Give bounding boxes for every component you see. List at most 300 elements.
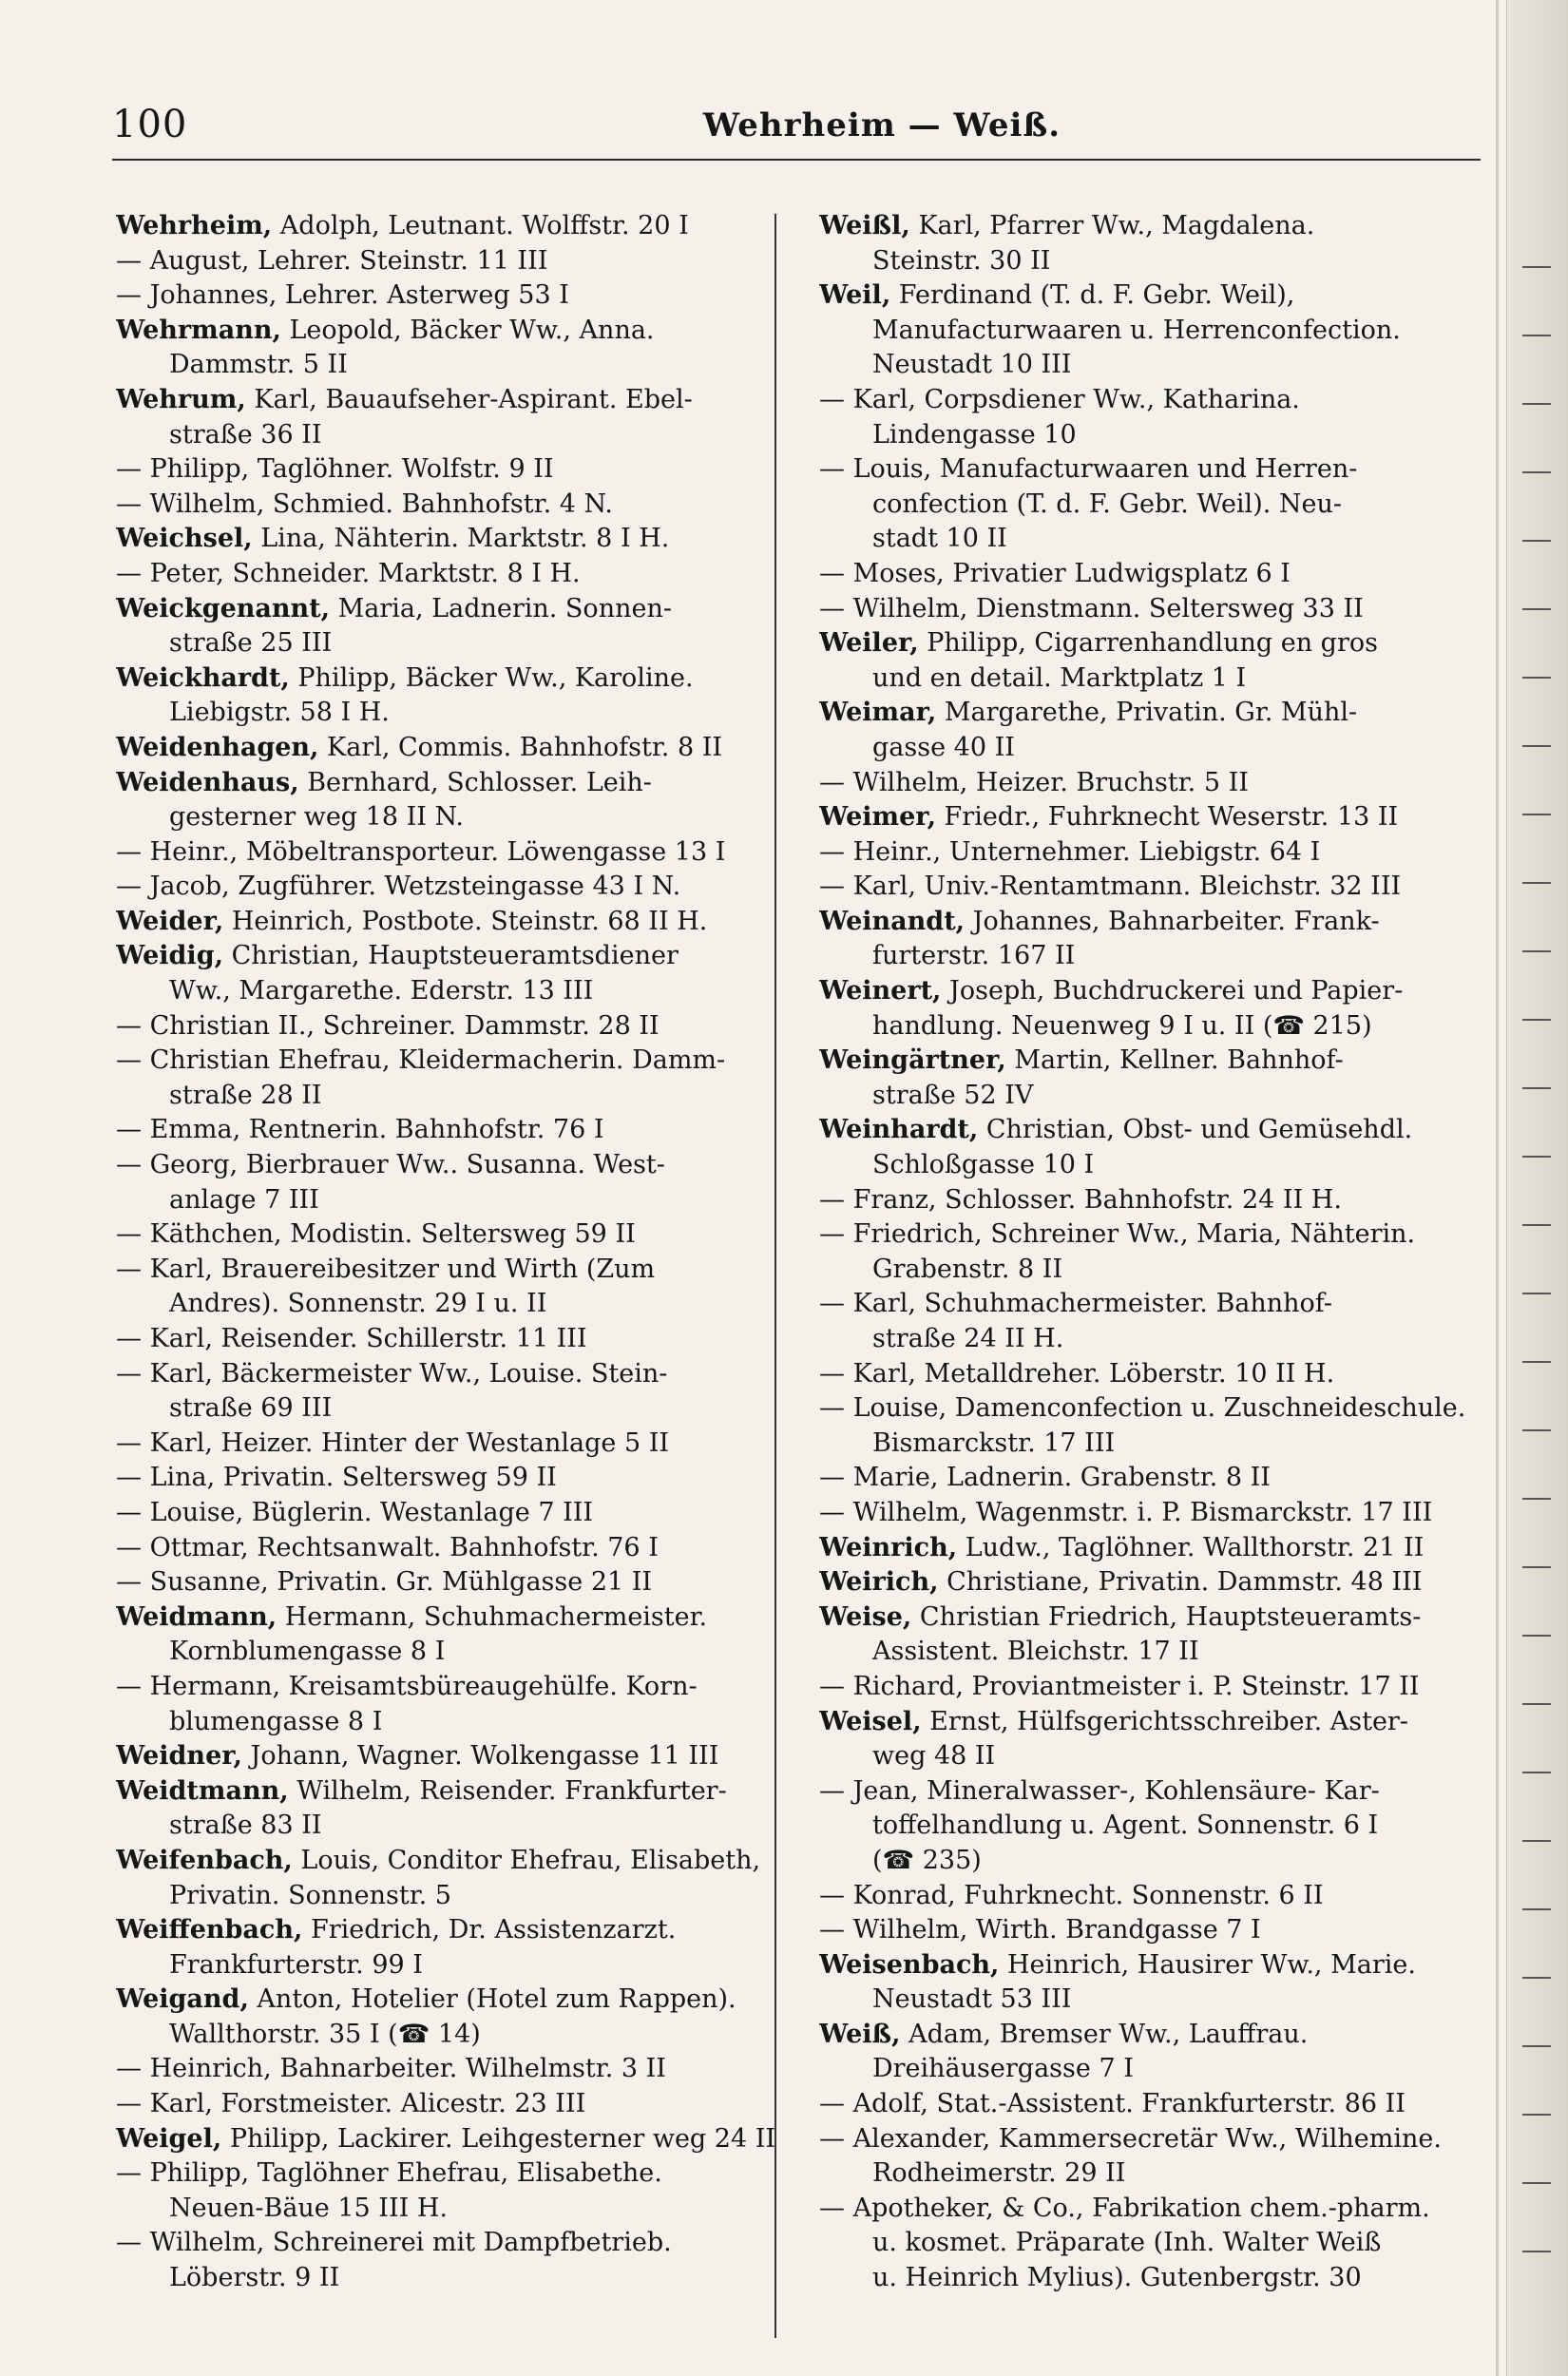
- directory-line: [116, 314, 781, 349]
- directory-line: [116, 1461, 781, 1496]
- directory-line: [116, 766, 781, 801]
- entry-text: Löberstr. 9 II: [169, 2263, 340, 2293]
- entry-text: — August, Lehrer. Steinstr. 11 III: [116, 245, 548, 276]
- entry-text: — Heinr., Unternehmer. Liebigstr. 64 I: [819, 836, 1321, 867]
- directory-line: [116, 418, 781, 453]
- directory-line: [819, 835, 1484, 871]
- entry-text: Neuen-Bäue 15 III H.: [169, 2193, 449, 2223]
- entry-text: Dreihäusergasse 7 I: [872, 2054, 1134, 2084]
- directory-line: [819, 939, 1484, 974]
- entry-text: Schloßgasse 10 I: [872, 1150, 1095, 1180]
- entry-text: Grabenstr. 8 II: [872, 1254, 1063, 1284]
- entry-text: Frankfurterstr. 99 I: [169, 1949, 423, 1980]
- edge-dash: [1522, 1293, 1551, 1294]
- edge-dash: [1522, 1224, 1551, 1226]
- directory-line: [819, 348, 1484, 383]
- surname: Weider,: [116, 906, 224, 936]
- entry-text: Leopold, Bäcker Ww., Anna.: [280, 315, 655, 345]
- directory-line: [116, 1183, 781, 1218]
- directory-line: [116, 1113, 781, 1148]
- surname: Weidig,: [116, 941, 223, 971]
- directory-line: [819, 1635, 1484, 1670]
- directory-line: [819, 2052, 1484, 2087]
- directory-line: [819, 2226, 1484, 2261]
- directory-line: [819, 1357, 1484, 1392]
- directory-line: [116, 974, 781, 1009]
- right-column: [819, 209, 1484, 2296]
- entry-text: handlung. Neuenweg 9 I u. II (☎ 215): [872, 1010, 1372, 1041]
- entry-text: Maria, Ladnerin. Sonnen-: [330, 593, 672, 623]
- entry-text: — Moses, Privatier Ludwigsplatz 6 I: [819, 558, 1291, 588]
- edge-dash: [1522, 1840, 1551, 1842]
- directory-line: [819, 2261, 1484, 2296]
- surname: Weifenbach,: [116, 1845, 293, 1875]
- entry-text: Liebigstr. 58 I H.: [169, 698, 390, 728]
- directory-line: [819, 1183, 1484, 1218]
- entry-text: — Karl, Brauereibesitzer und Wirth (Zum: [116, 1254, 656, 1284]
- directory-line: [116, 1565, 781, 1600]
- entry-text: Friedr., Fuhrknecht Weserstr. 13 II: [935, 802, 1399, 833]
- directory-line: [116, 2192, 781, 2227]
- edge-dash: [1522, 2251, 1551, 2252]
- entry-text: Bismarckstr. 17 III: [872, 1428, 1116, 1458]
- entry-text: — Alexander, Kammersecretär Ww., Wilhemine.: [819, 2123, 1442, 2154]
- entry-text: — Wilhelm, Dienstmann. Seltersweg 33 II: [819, 593, 1364, 623]
- edge-dash: [1522, 2182, 1551, 2184]
- edge-dash: [1522, 608, 1551, 610]
- edge-dash: [1522, 1361, 1551, 1363]
- directory-line: [819, 766, 1484, 801]
- directory-line: [819, 452, 1484, 488]
- directory-line: [819, 1322, 1484, 1357]
- surname: Wehrum,: [116, 384, 246, 414]
- directory-line: [819, 1427, 1484, 1462]
- directory-line: [819, 209, 1484, 244]
- surname: Weißl,: [819, 211, 910, 240]
- directory-line: [819, 1391, 1484, 1427]
- surname: Weirich,: [819, 1567, 939, 1598]
- entry-text: — Karl, Bäckermeister Ww., Louise. Stein-: [116, 1358, 668, 1389]
- surname: Weidenhaus,: [116, 767, 299, 797]
- edge-dash: [1522, 1156, 1551, 1158]
- directory-line: [116, 1983, 781, 2018]
- entry-text: — Louise, Büglerin. Westanlage 7 III: [116, 1497, 594, 1527]
- surname: Weinandt,: [819, 906, 966, 936]
- surname: Weise,: [819, 1601, 912, 1632]
- directory-line: [819, 1287, 1484, 1322]
- edge-dash: [1522, 1908, 1551, 1910]
- edge-dash: [1522, 1087, 1551, 1089]
- directory-line: [819, 1705, 1484, 1740]
- entry-text: — Karl, Heizer. Hinter der Westanlage 5 II: [116, 1428, 670, 1458]
- directory-line: [116, 731, 781, 766]
- entry-text: Heinrich, Postbote. Steinstr. 68 II H.: [223, 906, 708, 936]
- directory-line: [819, 2122, 1484, 2157]
- directory-line: [116, 2156, 781, 2192]
- surname: Weimar,: [819, 698, 937, 728]
- running-head: Wehrheim — Weiß.: [702, 106, 1061, 144]
- directory-line: [116, 1427, 781, 1462]
- directory-line: [116, 2087, 781, 2122]
- surname: Weigand,: [116, 1984, 249, 2015]
- directory-line: [116, 1009, 781, 1044]
- directory-line: [116, 1253, 781, 1288]
- entry-text: — Wilhelm, Heizer. Bruchstr. 5 II: [819, 767, 1249, 797]
- entry-text: — Wilhelm, Wirth. Brandgasse 7 I: [819, 1915, 1261, 1945]
- entry-text: u. Heinrich Mylius). Gutenbergstr. 30: [872, 2263, 1362, 2293]
- entry-text: Lindengasse 10: [872, 419, 1077, 450]
- surname: Weinhardt,: [819, 1115, 979, 1145]
- entry-text: stadt 10 II: [872, 524, 1007, 554]
- surname: Wehrheim,: [116, 211, 273, 240]
- edge-dash: [1522, 266, 1551, 268]
- entry-text: Neustadt 53 III: [872, 1984, 1072, 2015]
- entry-text: anlage 7 III: [169, 1184, 319, 1215]
- edge-dash: [1522, 1498, 1551, 1500]
- entry-text: Ludw., Taglöhner. Wallthorstr. 21 II: [957, 1532, 1425, 1562]
- entry-text: — Philipp, Taglöhner Ehefrau, Elisabethe.: [116, 2158, 662, 2189]
- entry-text: Adam, Bremser Ww., Lauffrau.: [900, 2019, 1309, 2049]
- directory-line: [819, 1009, 1484, 1044]
- edge-dash: [1522, 882, 1551, 884]
- entry-text: Wallthorstr. 35 I (☎ 14): [169, 2019, 481, 2049]
- directory-line: [116, 1531, 781, 1566]
- surname: Weinert,: [819, 976, 942, 1006]
- directory-line: [819, 314, 1484, 349]
- entry-text: — Richard, Proviantmeister i. P. Steinstr. 17 II: [819, 1671, 1420, 1701]
- entry-text: straße 25 III: [169, 628, 333, 659]
- edge-dash: [1522, 1977, 1551, 1979]
- directory-line: [116, 835, 781, 871]
- entry-text: — Konrad, Fuhrknecht. Sonnenstr. 6 II: [819, 1880, 1324, 1910]
- directory-line: [116, 1496, 781, 1531]
- surname: Weingärtner,: [819, 1045, 1006, 1076]
- entry-text: Neustadt 10 III: [872, 350, 1072, 380]
- directory-line: [116, 1391, 781, 1427]
- directory-line: [116, 1809, 781, 1844]
- directory-line: [116, 1635, 781, 1670]
- entry-text: — Franz, Schlosser. Bahnhofstr. 24 II H.: [819, 1184, 1342, 1215]
- entry-text: Lina, Nähterin. Marktstr. 8 I H.: [252, 524, 670, 554]
- directory-line: [819, 1148, 1484, 1183]
- entry-text: Hermann, Schuhmachermeister.: [277, 1601, 708, 1632]
- directory-line: [819, 1948, 1484, 1983]
- directory-line: [116, 1844, 781, 1879]
- entry-text: — Karl, Metalldreher. Löberstr. 10 II H.: [819, 1358, 1335, 1389]
- directory-line: [819, 2087, 1484, 2122]
- entry-text: Christian, Obst- und Gemüsehdl.: [978, 1115, 1413, 1145]
- directory-line: [819, 592, 1484, 627]
- entry-text: Christian Friedrich, Hauptsteueramts-: [911, 1601, 1422, 1632]
- directory-line: [116, 592, 781, 627]
- surname: Weimer,: [819, 802, 936, 833]
- left-column: [116, 209, 781, 2296]
- entry-text: — Karl, Schuhmachermeister. Bahnhof-: [819, 1289, 1332, 1319]
- directory-line: [819, 488, 1484, 523]
- entry-text: — Ottmar, Rechtsanwalt. Bahnhofstr. 76 I: [116, 1532, 659, 1562]
- page-number: 100: [112, 103, 188, 146]
- surname: Weisel,: [819, 1706, 922, 1736]
- entry-text: Martin, Kellner. Bahnhof-: [1005, 1045, 1344, 1076]
- edge-dash: [1522, 335, 1551, 336]
- directory-line: [819, 800, 1484, 835]
- entry-text: Rodheimerstr. 29 II: [872, 2158, 1126, 2189]
- surname: Weiß,: [819, 2019, 901, 2049]
- directory-line: [116, 1217, 781, 1253]
- directory-line: [819, 626, 1484, 661]
- entry-text: — Käthchen, Modistin. Seltersweg 59 II: [116, 1219, 636, 1250]
- edge-dash: [1522, 1635, 1551, 1637]
- directory-line: [116, 2052, 781, 2087]
- directory-line: [819, 1565, 1484, 1600]
- directory-line: [819, 1670, 1484, 1705]
- entry-text: — Hermann, Kreisamtsbüreaugehülfe. Korn-: [116, 1671, 698, 1701]
- directory-line: [116, 626, 781, 661]
- entry-text: Adolph, Leutnant. Wolffstr. 20 I: [272, 211, 689, 240]
- directory-line: [819, 1217, 1484, 1253]
- entry-text: — Wilhelm, Wagenmstr. i. P. Bismarckstr. 17 III: [819, 1497, 1433, 1527]
- entry-text: — Karl, Corpsdiener Ww., Katharina.: [819, 384, 1300, 414]
- entry-text: — Christian II., Schreiner. Dammstr. 28 II: [116, 1010, 660, 1041]
- entry-text: — Susanne, Privatin. Gr. Mühlgasse 21 II: [116, 1567, 653, 1598]
- directory-line: [116, 278, 781, 314]
- edge-dash: [1522, 677, 1551, 679]
- directory-line: [116, 1879, 781, 1914]
- surname: Weidenhagen,: [116, 732, 319, 762]
- entry-text: und en detail. Marktplatz 1 I: [872, 662, 1247, 693]
- entry-text: — Louis, Manufacturwaaren und Herren-: [819, 454, 1358, 485]
- entry-text: — Lina, Privatin. Seltersweg 59 II: [116, 1463, 557, 1493]
- directory-line: [116, 348, 781, 383]
- directory-line: [116, 557, 781, 592]
- directory-line: [819, 1253, 1484, 1288]
- directory-line: [819, 2156, 1484, 2192]
- directory-line: [819, 2018, 1484, 2053]
- edge-dash: [1522, 2045, 1551, 2047]
- directory-line: [116, 244, 781, 279]
- entry-text: — Karl, Reisender. Schillerstr. 11 III: [116, 1324, 587, 1353]
- directory-line: [819, 244, 1484, 279]
- entry-text: — Marie, Ladnerin. Grabenstr. 8 II: [819, 1463, 1271, 1493]
- edge-dash: [1522, 403, 1551, 405]
- entry-text: Christian, Hauptsteueramtsdiener: [222, 941, 679, 971]
- directory-line: [116, 1739, 781, 1774]
- edge-dash: [1522, 1772, 1551, 1773]
- surname: Weickgenannt,: [116, 593, 331, 623]
- entry-text: — Philipp, Taglöhner. Wolfstr. 9 II: [116, 454, 554, 485]
- entry-text: — Karl, Univ.-Rentamtmann. Bleichstr. 32 III: [819, 872, 1402, 902]
- entry-text: Anton, Hotelier (Hotel zum Rappen).: [248, 1984, 736, 2015]
- entry-text: — Christian Ehefrau, Kleidermacherin. Damm-: [116, 1045, 726, 1076]
- entry-text: — Karl, Forstmeister. Alicestr. 23 III: [116, 2089, 586, 2119]
- surname: Weichsel,: [116, 524, 253, 554]
- header-rule: [112, 159, 1481, 161]
- directory-line: [116, 939, 781, 974]
- entry-text: — Johannes, Lehrer. Asterweg 53 I: [116, 280, 569, 311]
- entry-text: Margarethe, Privatin. Gr. Mühl-: [936, 698, 1358, 728]
- surname: Weickhardt,: [116, 662, 290, 693]
- entry-text: Steinstr. 30 II: [872, 245, 1051, 276]
- directory-line: [819, 1113, 1484, 1148]
- directory-line: [116, 1670, 781, 1705]
- entry-text: straße 36 II: [169, 419, 322, 450]
- directory-line: [819, 1600, 1484, 1636]
- entry-text: — Adolf, Stat.-Assistent. Frankfurterstr. 86 II: [819, 2089, 1405, 2119]
- entry-text: Assistent. Bleichstr. 17 II: [872, 1637, 1199, 1667]
- entry-text: u. kosmet. Präparate (Inh. Walter Weiß: [872, 2228, 1382, 2258]
- directory-line: [116, 383, 781, 418]
- entry-text: straße 52 IV: [872, 1080, 1034, 1110]
- entry-text: straße 83 II: [169, 1811, 322, 1841]
- entry-text: — Jean, Mineralwasser-, Kohlensäure- Kar-: [819, 1775, 1380, 1806]
- entry-text: Karl, Commis. Bahnhofstr. 8 II: [318, 732, 723, 762]
- directory-line: [116, 800, 781, 835]
- directory-line: [819, 1461, 1484, 1496]
- entry-text: confection (T. d. F. Gebr. Weil). Neu-: [872, 489, 1343, 519]
- entry-text: Philipp, Cigarrenhandlung en gros: [918, 628, 1378, 659]
- entry-text: Joseph, Buchdruckerei und Papier-: [941, 976, 1404, 1006]
- directory-line: [116, 1600, 781, 1636]
- entry-text: toffelhandlung u. Agent. Sonnenstr. 6 I: [872, 1811, 1379, 1841]
- edge-dash: [1522, 1019, 1551, 1021]
- entry-text: straße 24 II H.: [872, 1324, 1064, 1353]
- directory-line: [819, 974, 1484, 1009]
- entry-text: Bernhard, Schlosser. Leih-: [298, 767, 652, 797]
- directory-line: [116, 452, 781, 488]
- directory-line: [116, 696, 781, 731]
- gutter-shadow: [1496, 0, 1499, 2376]
- edge-dash: [1522, 1429, 1551, 1431]
- entry-text: Christiane, Privatin. Dammstr. 48 III: [938, 1567, 1423, 1598]
- entry-text: Karl, Bauaufseher-Aspirant. Ebel-: [245, 384, 693, 414]
- entry-text: Kornblumengasse 8 I: [169, 1637, 446, 1667]
- directory-line: [116, 905, 781, 940]
- directory-line: [819, 1531, 1484, 1566]
- directory-line: [116, 1357, 781, 1392]
- directory-line: [116, 2261, 781, 2296]
- surname: Weidmann,: [116, 1601, 277, 1632]
- edge-dash: [1522, 2114, 1551, 2116]
- entry-text: — Emma, Rentnerin. Bahnhofstr. 76 I: [116, 1115, 604, 1145]
- surname: Weidner,: [116, 1741, 242, 1772]
- directory-line: [819, 731, 1484, 766]
- entry-text: straße 69 III: [169, 1393, 333, 1424]
- directory-line: [116, 870, 781, 905]
- directory-line: [819, 2192, 1484, 2227]
- edge-dash: [1522, 1566, 1551, 1568]
- directory-line: [819, 1774, 1484, 1810]
- directory-line: [819, 905, 1484, 940]
- directory-line: [819, 557, 1484, 592]
- surname: Weiffenbach,: [116, 1915, 303, 1945]
- entry-text: — Apotheker, & Co., Fabrikation chem.-pharm.: [819, 2193, 1430, 2223]
- entry-text: — Heinrich, Bahnarbeiter. Wilhelmstr. 3 II: [116, 2054, 666, 2084]
- entry-text: straße 28 II: [169, 1080, 322, 1110]
- entry-text: — Georg, Bierbrauer Ww.. Susanna. West-: [116, 1150, 665, 1180]
- directory-line: [116, 1774, 781, 1810]
- entry-text: Johann, Wagner. Wolkengasse 11 III: [241, 1741, 719, 1772]
- entry-text: — Peter, Schneider. Marktstr. 8 I H.: [116, 558, 581, 588]
- entry-text: Andres). Sonnenstr. 29 I u. II: [169, 1289, 547, 1319]
- edge-dash: [1522, 745, 1551, 747]
- edge-dash: [1522, 540, 1551, 542]
- directory-line: [819, 1496, 1484, 1531]
- directory-line: [819, 278, 1484, 314]
- directory-line: [819, 1844, 1484, 1879]
- entry-text: weg 48 II: [872, 1741, 996, 1772]
- entry-text: (☎ 235): [872, 1845, 982, 1875]
- entry-text: Wilhelm, Reisender. Frankfurter-: [288, 1775, 727, 1806]
- directory-line: [116, 1913, 781, 1948]
- entry-text: Louis, Conditor Ehefrau, Elisabeth,: [292, 1845, 761, 1875]
- edge-dash: [1522, 1703, 1551, 1705]
- entry-text: Privatin. Sonnenstr. 5: [169, 1880, 451, 1910]
- directory-line: [116, 2226, 781, 2261]
- entry-text: Friedrich, Dr. Assistenzarzt.: [302, 1915, 677, 1945]
- directory-line: [819, 661, 1484, 697]
- entry-text: Ernst, Hülfsgerichtsschreiber. Aster-: [921, 1706, 1408, 1736]
- directory-line: [116, 1044, 781, 1079]
- directory-line: [116, 2018, 781, 2053]
- directory-line: [819, 870, 1484, 905]
- entry-text: Philipp, Bäcker Ww., Karoline.: [289, 662, 694, 693]
- directory-line: [819, 383, 1484, 418]
- directory-line: [819, 1739, 1484, 1774]
- edge-dash: [1522, 814, 1551, 815]
- entry-text: gasse 40 II: [872, 732, 1015, 762]
- directory-line: [116, 488, 781, 523]
- directory-line: [116, 522, 781, 557]
- directory-line: [116, 1079, 781, 1114]
- surname: Weil,: [819, 280, 891, 311]
- surname: Wehrmann,: [116, 315, 281, 345]
- directory-line: [116, 661, 781, 697]
- directory-line: [116, 2122, 781, 2157]
- directory-line: [819, 418, 1484, 453]
- entry-text: blumengasse 8 I: [169, 1706, 383, 1736]
- directory-line: [819, 1879, 1484, 1914]
- directory-line: [116, 1322, 781, 1357]
- directory-line: [819, 522, 1484, 557]
- entry-text: — Wilhelm, Schmied. Bahnhofstr. 4 N.: [116, 489, 613, 519]
- directory-line: [819, 696, 1484, 731]
- directory-line: [819, 1983, 1484, 2018]
- page-header: [112, 95, 1481, 152]
- surname: Weiler,: [819, 628, 919, 659]
- entry-text: furterstr. 167 II: [872, 941, 1076, 971]
- directory-line: [819, 1809, 1484, 1844]
- entry-text: — Heinr., Möbeltransporteur. Löwengasse 13 I: [116, 836, 726, 867]
- entry-text: Ww., Margarethe. Ederstr. 13 III: [169, 976, 594, 1006]
- surname: Weinrich,: [819, 1532, 958, 1562]
- entry-text: Ferdinand (T. d. F. Gebr. Weil),: [890, 280, 1295, 311]
- entry-text: — Wilhelm, Schreinerei mit Dampfbetrieb.: [116, 2228, 672, 2258]
- directory-line: [819, 1913, 1484, 1948]
- directory-line: [116, 1148, 781, 1183]
- entry-text: Manufacturwaaren u. Herrenconfection.: [872, 315, 1401, 345]
- entry-text: — Jacob, Zugführer. Wetzsteingasse 43 I N.: [116, 872, 681, 902]
- entry-text: Karl, Pfarrer Ww., Magdalena.: [909, 211, 1315, 240]
- edge-dash: [1522, 471, 1551, 473]
- directory-line: [116, 1948, 781, 1983]
- surname: Weisenbach,: [819, 1949, 1000, 1980]
- next-page-edge: [1506, 0, 1568, 2376]
- entry-text: Dammstr. 5 II: [169, 350, 348, 380]
- surname: Weidtmann,: [116, 1775, 289, 1806]
- directory-line: [819, 1044, 1484, 1079]
- edge-dash: [1522, 950, 1551, 952]
- directory-line: [116, 209, 781, 244]
